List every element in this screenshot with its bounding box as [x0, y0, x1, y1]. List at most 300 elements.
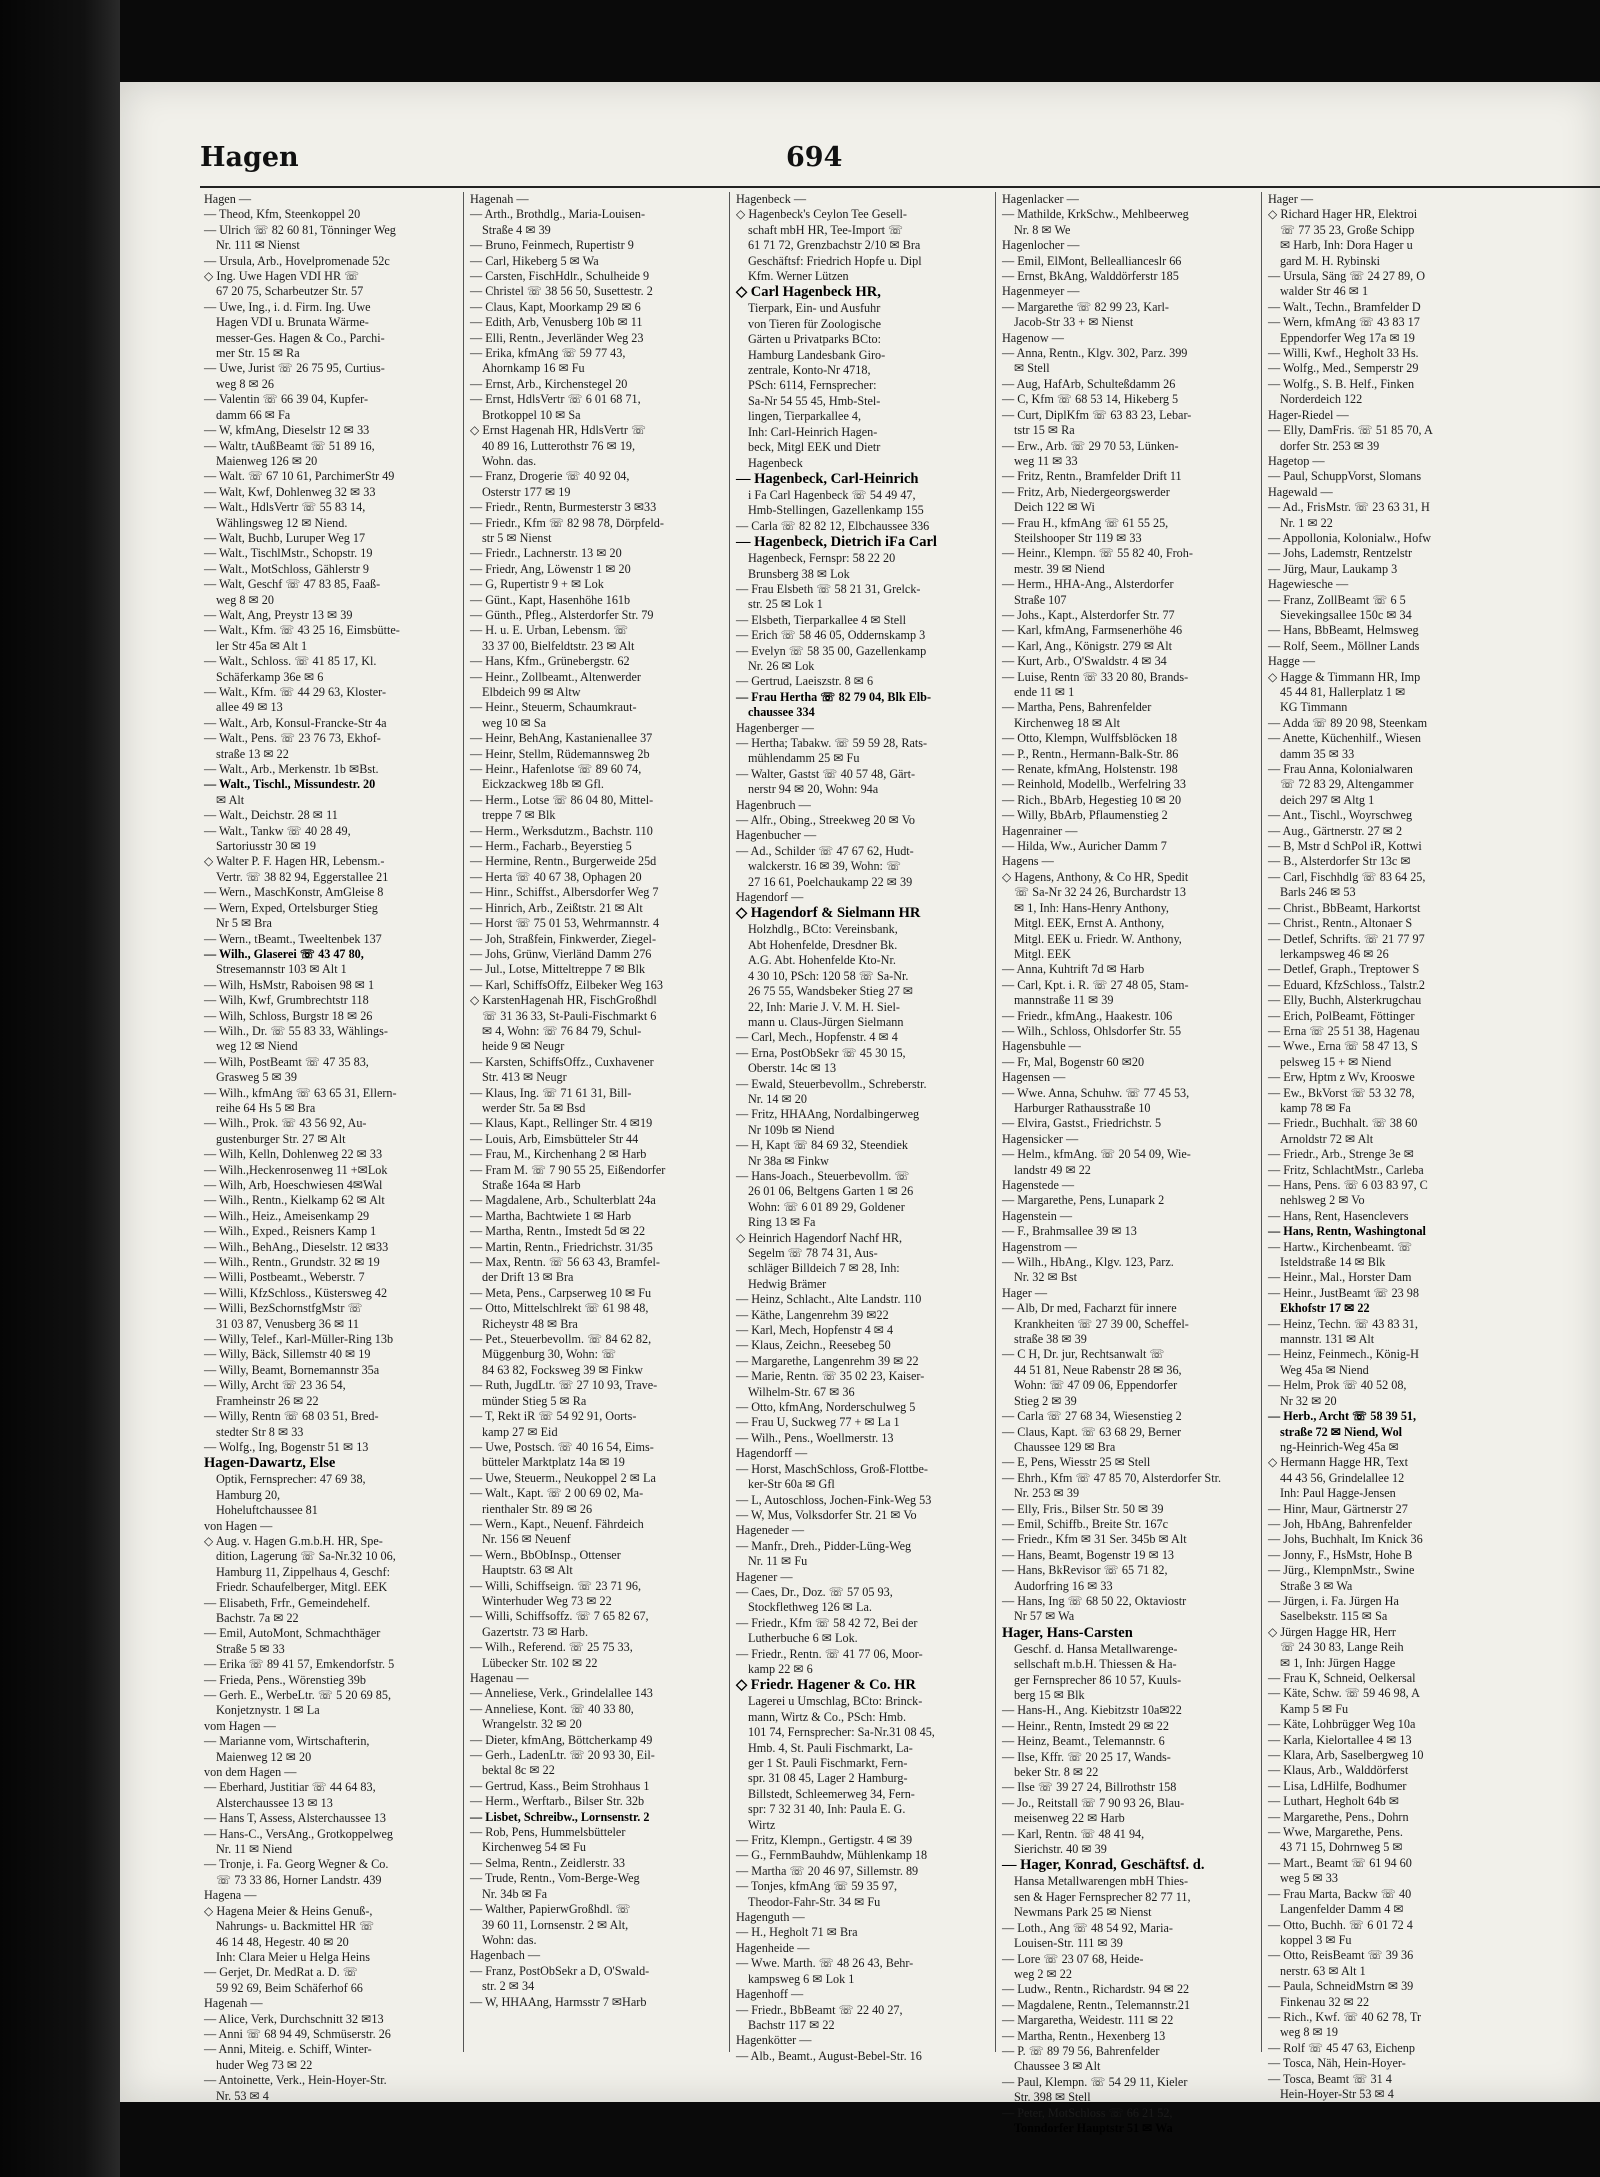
directory-entry: — Waltr, tAußBeamt ☏ 51 89 16, — [204, 438, 375, 453]
directory-entry: — Hinr., Schiffst., Albersdorfer Weg 7 — [470, 885, 659, 900]
directory-entry: — Willy, BbArb, Pflaumenstieg 2 — [1002, 808, 1168, 823]
directory-entry: Hoheluftchaussee 81 — [216, 1503, 318, 1518]
directory-entry: tstr 15 ✉ Ra — [1014, 423, 1075, 438]
directory-entry: Hagendorff — — [736, 1446, 808, 1461]
directory-entry: weg 5 ✉ 33 — [1280, 1871, 1338, 1886]
directory-entry: beker Str. 8 ✉ 22 — [1014, 1765, 1099, 1780]
directory-entry: Kirchenweg 54 ✉ Fu — [482, 1840, 586, 1855]
directory-entry: ◇ Walter P. F. Hagen HR, Lebensm.- — [204, 854, 385, 869]
directory-entry: kamp 27 ✉ Eid — [482, 1424, 558, 1439]
directory-entry: — Klara, Arb, Saselbergweg 10 — [1268, 1748, 1424, 1763]
directory-entry: Sierichstr. 40 ✉ 39 — [1014, 1842, 1107, 1857]
directory-entry: ◇ Hagens, Anthony, & Co HR, Spedit — [1002, 869, 1189, 884]
directory-entry: — Frieda, Pens., Wörenstieg 39b — [204, 1672, 366, 1687]
directory-entry: schaft mbH HR, Tee-Import ☏ — [748, 222, 904, 237]
directory-entry: Hagenkötter — — [736, 2033, 812, 2048]
directory-entry: landstr 49 ✉ 22 — [1014, 1162, 1091, 1177]
directory-entry: 31 03 87, Venusberg 36 ✉ 11 — [216, 1316, 360, 1331]
directory-entry: — Joh, HbAng, Bahrenfelder — [1268, 1516, 1412, 1531]
directory-entry: — Wilh., Rentn., Kielkamp 62 ✉ Alt — [204, 1193, 385, 1208]
directory-entry: mühlendamm 25 ✉ Fu — [748, 751, 860, 766]
directory-entry: — Valentin ☏ 66 39 04, Kupfer- — [204, 392, 369, 407]
directory-entry: Ekhofstr 17 ✉ 22 — [1280, 1301, 1370, 1316]
directory-entry: — Heinr., Hafenlotse ☏ 89 60 74, — [470, 762, 642, 777]
directory-entry: — Alb, Dr med, Facharzt für innere — [1002, 1301, 1177, 1316]
directory-entry: — Franz, PostObSekr a D, O'Swald- — [470, 1963, 650, 1978]
directory-entry: Tonndorfer Hauptstr 51 ✉ Wa — [1014, 2120, 1173, 2135]
directory-entry: Abt Hohenfelde, Dresdner Bk. — [748, 937, 898, 952]
directory-entry: — Franz, Drogerie ☏ 40 92 04, — [470, 469, 630, 484]
directory-entry: — Heinz, Schlacht., Alte Landstr. 110 — [736, 1292, 922, 1307]
directory-entry: — L, Autoschloss, Jochen-Fink-Weg 53 — [736, 1492, 932, 1507]
directory-entry: Hagenlacker — — [1002, 192, 1079, 206]
directory-entry: ✉ Harb, Inh: Dora Hager u — [1280, 238, 1413, 253]
directory-entry: A.G. Abt. Hohenfelde Kto-Nr. — [748, 953, 896, 968]
directory-entry: — Hans-C., VersAng., Grotkoppelweg — [204, 1826, 393, 1841]
directory-entry: — Ew., BkVorst ☏ 53 32 78, — [1268, 1085, 1415, 1100]
directory-entry: heide 9 ✉ Neugr — [482, 1039, 565, 1054]
directory-entry: — Heinz, Techn. ☏ 43 83 31, — [1268, 1316, 1418, 1331]
directory-entry: — Hans, Rentn, Washingtonal — [1268, 1224, 1426, 1239]
directory-entry: — Wilh., Referend. ☏ 25 75 33, — [470, 1640, 633, 1655]
directory-entry: — Carla ☏ 27 68 34, Wiesenstieg 2 — [1002, 1409, 1182, 1424]
directory-entry: Framheinstr 26 ✉ 22 — [216, 1393, 319, 1408]
directory-entry: spr. 31 08 45, Lager 2 Hamburg- — [748, 1771, 908, 1786]
directory-entry: — Elisabeth, Frfr., Gemeindehelf. — [204, 1595, 371, 1610]
directory-entry: — Karl, Mech, Hopfenstr 4 ✉ 4 — [736, 1323, 894, 1338]
directory-entry: Winterhuder Weg 73 ✉ 22 — [482, 1593, 612, 1608]
directory-entry: — Otto, Mittelschlrekt ☏ 61 98 48, — [470, 1301, 649, 1316]
directory-entry: — Pet., Steuerbevollm. ☏ 84 62 82, — [470, 1332, 652, 1347]
directory-entry: — Wern., MaschKonstr, AmGleise 8 — [204, 885, 384, 900]
directory-entry: — Wwe, Margarethe, Pens. — [1268, 1825, 1403, 1840]
directory-entry: — Ernst, Arb., Kirchenstegel 20 — [470, 376, 628, 391]
directory-entry: — Margarethe, Langenrehm 39 ✉ 22 — [736, 1353, 919, 1368]
directory-entry: — Lore ☏ 23 07 68, Heide- — [1002, 1951, 1144, 1966]
directory-entry: Arnoldstr 72 ✉ Alt — [1280, 1131, 1374, 1146]
directory-entry: schläger Billdeich 7 ✉ 28, Inh: — [748, 1261, 900, 1276]
directory-entry: — Margarethe ☏ 82 99 23, Karl- — [1002, 299, 1169, 314]
directory-entry: — H, Kapt ☏ 84 69 32, Steendiek — [736, 1138, 908, 1153]
directory-entry: — Eduard, KfzSchloss., Talstr.2 — [1268, 977, 1426, 992]
directory-entry: 84 63 82, Focksweg 39 ✉ Finkw — [482, 1362, 643, 1377]
directory-entry: Hager — — [1268, 192, 1314, 206]
directory-entry: — Heinr., Rentn, Imstedt 29 ✉ 22 — [1002, 1718, 1169, 1733]
directory-entry: — Wilh., Schloss, Ohlsdorfer Str. 55 — [1002, 1023, 1182, 1038]
directory-entry: Brotkoppel 10 ✉ Sa — [482, 407, 581, 422]
directory-entry: — Alfr., Obing., Streekweg 20 ✉ Vo — [736, 813, 916, 828]
directory-entry: weg 12 ✉ Niend — [216, 1039, 298, 1054]
directory-entry: — Heinr., JustBeamt ☏ 23 98 — [1268, 1285, 1419, 1300]
directory-entry: — Jürg, Maur, Laukamp 3 — [1268, 561, 1398, 576]
header-rule — [200, 186, 1600, 188]
directory-entry: — Wilh., BehAng., Dieselstr. 12 ✉33 — [204, 1239, 389, 1254]
directory-entry: — Käte, Schw. ☏ 59 46 98, A — [1268, 1686, 1420, 1701]
directory-entry: Hansa Metallwarengen mbH Thies- — [1014, 1874, 1189, 1889]
directory-entry: — Hinrich, Arb., Zeißtstr. 21 ✉ Alt — [470, 900, 643, 915]
directory-entry: — Walt., HdlsVertr ☏ 55 83 14, — [204, 500, 366, 515]
directory-entry: ◇ Hagenbeck's Ceylon Tee Gesell- — [736, 207, 907, 222]
directory-entry: i Fa Carl Hagenbeck ☏ 54 49 47, — [748, 487, 916, 502]
directory-entry: Oberstr. 14c ✉ 13 — [748, 1061, 837, 1076]
directory-entry: — Anneliese, Kont. ☏ 40 33 80, — [470, 1701, 634, 1716]
directory-entry: Hagenau — — [470, 1671, 529, 1685]
directory-entry: lerkampsweg 46 ✉ 26 — [1280, 946, 1389, 961]
directory-entry: straße 13 ✉ 22 — [216, 746, 289, 761]
directory-entry: Hagener — — [736, 1569, 793, 1584]
directory-entry: Isteldstraße 14 ✉ Blk — [1280, 1255, 1386, 1270]
directory-entry: — Theod, Kfm, Steenkoppel 20 — [204, 207, 361, 222]
directory-entry: — Wilh., Exped., Reisners Kamp 1 — [204, 1224, 377, 1239]
directory-entry: — Edith, Arb, Venusberg 10b ✉ 11 — [470, 315, 643, 330]
directory-entry: Bachstr 117 ✉ 22 — [748, 2017, 835, 2032]
directory-entry: mann, Wirtz & Co., PSch: Hmb. — [748, 1709, 907, 1724]
directory-entry: — Johs, Buchhalt, Im Knick 36 — [1268, 1532, 1423, 1547]
directory-entry: — Walt., Deichstr. 28 ✉ 11 — [204, 808, 338, 823]
directory-entry: — Johs., Kapt., Alsterdorfer Str. 77 — [1002, 607, 1175, 622]
directory-entry: Bachstr. 7a ✉ 22 — [216, 1610, 299, 1625]
directory-entry: — Ad., FrisMstr. ☏ 23 63 31, H — [1268, 500, 1430, 515]
directory-entry: Geschf. d. Hansa Metallwarenge- — [1014, 1641, 1178, 1656]
directory-entry: — Tonjes, kfmAng ☏ 59 35 97, — [736, 1879, 898, 1894]
directory-entry: — Emil, AutoMont, Schmachthäger — [204, 1626, 381, 1641]
directory-entry: Nr. 111 ✉ Nienst — [216, 238, 300, 253]
directory-entry: — Peter, MotSchloss ☏ 66 21 52, — [1002, 2105, 1173, 2120]
directory-entry: Hagen-Dawartz, Else — [204, 1455, 336, 1472]
directory-entry: — Walt., Kapt. ☏ 2 00 69 02, Ma- — [470, 1486, 644, 1501]
directory-entry: — T, Rekt iR ☏ 54 92 91, Oorts- — [470, 1409, 637, 1424]
directory-entry: — Hans, BkRevisor ☏ 65 71 82, — [1002, 1563, 1168, 1578]
directory-entry: ker-Str 60a ✉ Gfl — [748, 1477, 835, 1492]
directory-entry: Nr 57 ✉ Wa — [1014, 1609, 1075, 1624]
directory-entry: Hager — — [1002, 1285, 1048, 1300]
directory-entry: rienthaler Str. 89 ✉ 26 — [482, 1501, 593, 1516]
directory-entry: — Gerh., LadenLtr. ☏ 20 93 30, Eil- — [470, 1748, 655, 1763]
directory-entry: — Klaus, Kapt., Rellinger Str. 4 ✉19 — [470, 1116, 653, 1131]
directory-entry: Chaussee 129 ✉ Bra — [1014, 1439, 1116, 1454]
directory-entry: mann u. Claus-Jürgen Sielmann — [748, 1014, 904, 1029]
directory-entry: gustenburger Str. 27 ✉ Alt — [216, 1131, 346, 1146]
directory-entry: Hagenbeck — [748, 455, 803, 470]
directory-entry: — Friedr., Kfm ☏ 82 98 78, Dörpfeld- — [470, 515, 664, 530]
directory-entry: Hedwig Brämer — [748, 1276, 827, 1291]
directory-entry: — Emil, Schiffb., Breite Str. 167c — [1002, 1516, 1168, 1531]
directory-entry: Hagena — — [204, 1888, 257, 1903]
directory-entry: Mitgl. EEK — [1014, 946, 1071, 961]
directory-entry: — Hagenbeck, Dietrich iFa Carl — [736, 534, 937, 551]
directory-entry: — Heinr., Klempn. ☏ 55 82 40, Froh- — [1002, 546, 1193, 561]
directory-entry: — Walt., MotSchloss, Gählerstr 9 — [204, 561, 370, 576]
directory-entry: — Wilh., Glaserei ☏ 43 47 80, — [204, 946, 364, 961]
directory-entry: — Martha, Pens, Bahrenfelder — [1002, 700, 1152, 715]
directory-entry: Hagenow — — [1002, 330, 1064, 345]
directory-entry: Nr. 34b ✉ Fa — [482, 1886, 548, 1901]
directory-entry: — Anni ☏ 68 94 49, Schmüserstr. 26 — [204, 2026, 391, 2041]
directory-entry: — Willi, Postbeamt., Weberstr. 7 — [204, 1270, 365, 1285]
directory-entry: — Wolfg., Med., Semperstr 29 — [1268, 361, 1419, 376]
directory-entry: Schäferkamp 36e ✉ 6 — [216, 669, 324, 684]
directory-entry: — Dieter, kfmAng, Böttcherkamp 49 — [470, 1732, 653, 1747]
directory-entry: — Erika ☏ 89 41 57, Emkendorfstr. 5 — [204, 1657, 395, 1672]
directory-entry: 45 44 81, Hallerplatz 1 ✉ — [1280, 685, 1406, 699]
directory-entry: Saselbekstr. 115 ✉ Sa — [1280, 1609, 1388, 1624]
column-5 — [1262, 192, 1494, 2101]
directory-entry: — Christel ☏ 38 56 50, Susettestr. 2 — [470, 284, 653, 299]
directory-entry: Nr. 26 ✉ Lok — [748, 658, 815, 673]
directory-entry: — Friedr., Lachnerstr. 13 ✉ 20 — [470, 546, 622, 561]
directory-entry: — Uwe, Postsch. ☏ 40 16 54, Eims- — [470, 1439, 654, 1454]
directory-entry: mestr. 39 ✉ Niend — [1014, 561, 1105, 576]
directory-entry: — Wern., BbObInsp., Ottenser — [470, 1547, 621, 1562]
directory-entry: — Anna, Kuhtrift 7d ✉ Harb — [1002, 962, 1145, 977]
directory-entry: Kamp 5 ✉ Fu — [1280, 1701, 1349, 1716]
directory-entry: — P., Rentn., Hermann-Balk-Str. 86 — [1002, 746, 1179, 761]
directory-entry: ◇ Hermann Hagge HR, Text — [1268, 1455, 1408, 1470]
directory-entry: — Wilh., Prok. ☏ 43 56 92, Au- — [204, 1116, 367, 1131]
directory-entry: — Gertrud, Laeiszstr. 8 ✉ 6 — [736, 674, 874, 689]
directory-entry: — Otto, Klempn, Wulffsblöcken 18 — [1002, 731, 1178, 746]
directory-entry: Harburger Rathausstraße 10 — [1014, 1100, 1151, 1115]
directory-entry: — Horst, MaschSchloss, Groß-Flottbe- — [736, 1461, 928, 1476]
directory-entry: — Margarethe, Pens, Lunapark 2 — [1002, 1193, 1165, 1208]
directory-entry: — Frau U, Suckweg 77 + ✉ La 1 — [736, 1415, 900, 1430]
directory-entry: — Ilse ☏ 39 27 24, Billrothstr 158 — [1002, 1780, 1177, 1795]
directory-entry: meisenweg 22 ✉ Harb — [1014, 1811, 1125, 1826]
directory-entry: Inh: Carl-Heinrich Hagen- — [748, 424, 878, 439]
directory-entry: — Willy, Beamt, Bornemannstr 35a — [204, 1362, 380, 1377]
directory-entry: — Fritz, Rentn., Bramfelder Drift 11 — [1002, 469, 1182, 484]
directory-entry: — Walt., Tankw ☏ 40 28 49, — [204, 823, 351, 838]
directory-entry: 26 75 55, Wandsbeker Stieg 27 ✉ — [748, 984, 914, 999]
directory-entry: sellschaft m.b.H. Thiessen & Ha- — [1014, 1657, 1177, 1672]
directory-entry: Hager-Riedel — — [1268, 407, 1349, 422]
directory-entry: — Hilda, Ww., Auricher Damm 7 — [1002, 839, 1167, 854]
directory-entry: — Frau Anna, Kolonialwaren — [1268, 762, 1413, 777]
directory-entry: vom Hagen — — [204, 1718, 276, 1733]
directory-entry: — Wilh, Arb, Hoeschwiesen 4✉Wal — [204, 1178, 383, 1192]
directory-entry: — Wern., tBeamt., Tweeltenbek 137 — [204, 931, 382, 946]
directory-entry: — Willy, Telef., Karl-Müller-Ring 13b — [204, 1332, 394, 1347]
directory-entry: Mitgl. EEK, Ernst A. Anthony, — [1014, 916, 1165, 931]
directory-entry: Newmans Park 25 ✉ Nienst — [1014, 1905, 1152, 1920]
directory-entry: — Walt., Tischl., Missundestr. 20 — [204, 777, 376, 792]
directory-entry: Nr. 32 ✉ Bst — [1014, 1270, 1078, 1285]
directory-entry: allee 49 ✉ 13 — [216, 700, 283, 715]
directory-entry: von dem Hagen — — [204, 1765, 297, 1780]
directory-entry: — Günth., Pfleg., Alsterdorfer Str. 79 — [470, 607, 654, 622]
directory-page — [120, 82, 1600, 2135]
running-head-surname: Hagen — [200, 142, 299, 173]
directory-entry: Hagewald — — [1268, 484, 1333, 499]
directory-entry: — Manfr., Dreh., Pidder-Lüng-Weg — [736, 1538, 912, 1553]
directory-entry: — Jürgen, i. Fa. Jürgen Ha — [1268, 1593, 1399, 1608]
directory-entry: — Erw., Arb. ☏ 29 70 53, Lünken- — [1002, 438, 1179, 453]
directory-entry: Straße 4 ✉ 39 — [482, 222, 551, 237]
directory-entry: spr: 7 32 31 40, Inh: Paula E. G. — [748, 1802, 906, 1817]
directory-entry: Holzhdlg., BCto: Vereinsbank, — [748, 922, 898, 937]
directory-entry: Nr. 14 ✉ 20 — [748, 1091, 807, 1106]
directory-entry: ng-Heinrich-Weg 45a ✉ — [1280, 1439, 1399, 1454]
directory-entry: — Wern, kfmAng ☏ 43 83 17 — [1268, 315, 1420, 330]
directory-entry: — Paul, SchuppVorst, Slomans — [1268, 469, 1422, 484]
directory-entry: — Claus, Kapt, Moorkamp 29 ✉ 6 — [470, 299, 641, 314]
directory-entry: — Karl, SchiffsOffz, Eilbeker Weg 163 — [470, 977, 663, 992]
directory-entry: Geschäftsf: Friedrich Hopfe u. Dipl — [748, 253, 922, 268]
directory-entry: — Wolfg., S. B. Helf., Finken — [1268, 376, 1415, 391]
directory-entry: — Horst ☏ 75 01 53, Wehrmannstr. 4 — [470, 916, 660, 931]
directory-entry: — Friedr., kfmAng., Haakestr. 106 — [1002, 1008, 1173, 1023]
directory-entry: — Gertrud, Kass., Beim Strohhaus 1 — [470, 1778, 650, 1793]
directory-entry: 27 16 61, Poelchaukamp 22 ✉ 39 — [748, 874, 913, 889]
directory-entry: Hagenah — — [470, 192, 529, 206]
directory-entry: Hagen — — [204, 192, 252, 206]
directory-entry: — Willy, Archt ☏ 23 36 54, — [204, 1378, 346, 1393]
directory-entry: Hagens — — [1002, 854, 1054, 869]
directory-entry: — Wilh, PostBeamt ☏ 47 35 83, — [204, 1054, 369, 1069]
column-2 — [464, 192, 730, 2052]
directory-entry: Gärten u Privatparks BCto: — [748, 332, 882, 347]
directory-entry: Hagen VDI u. Brunata Wärme- — [216, 315, 369, 330]
directory-entry: dition, Lagerung ☏ Sa-Nr.32 10 06, — [216, 1549, 396, 1564]
directory-entry: — Jul., Lotse, Mitteltreppe 7 ✉ Blk — [470, 962, 646, 977]
directory-entry: — C, Kfm ☏ 68 53 14, Hikeberg 5 — [1002, 392, 1179, 407]
directory-entry: treppe 7 ✉ Blk — [482, 808, 556, 823]
directory-entry: Nr. 53 ✉ 4 — [216, 2088, 269, 2103]
directory-entry: Hamburg 20, — [216, 1487, 281, 1502]
directory-entry: ◇ Hagge & Timmann HR, Imp — [1268, 669, 1421, 684]
directory-entry: — Heinr., Zollbeamt., Altenwerder — [470, 669, 641, 684]
directory-entry: ☏ 77 35 23, Große Schipp — [1280, 222, 1415, 237]
directory-entry: Wählingsweg 12 ✉ Niend. — [216, 515, 348, 530]
directory-entry: — P. ☏ 89 79 56, Bahrenfelder — [1002, 2043, 1160, 2058]
directory-entry: mannstr. 131 ✉ Alt — [1280, 1332, 1375, 1347]
directory-entry: — Trude, Rentn., Vom-Berge-Weg — [470, 1871, 640, 1886]
directory-entry: — Martha, Rentn., Hexenberg 13 — [1002, 2028, 1166, 2043]
directory-entry: Hagenbruch — — [736, 797, 811, 812]
directory-entry: — Frau Hertha ☏ 82 79 04, Blk Elb- — [736, 689, 932, 704]
directory-entry: Hagenah — — [204, 1996, 263, 2011]
directory-entry: — Marie, Rentn. ☏ 35 02 23, Kaiser- — [736, 1369, 925, 1384]
directory-entry: Krankheiten ☏ 27 39 00, Scheffel- — [1014, 1316, 1189, 1331]
directory-entry: dorfer Str. 253 ✉ 39 — [1280, 438, 1380, 453]
directory-entry: gard M. H. Rybinski — [1280, 253, 1381, 268]
directory-entry: — Frau H., kfmAng ☏ 61 55 25, — [1002, 515, 1169, 530]
directory-entry: Str. 398 ✉ Stell — [1014, 2090, 1091, 2105]
directory-entry: sen & Hager Fernsprecher 82 77 11, — [1014, 1889, 1191, 1904]
directory-entry: — Walter, Gastst ☏ 40 57 48, Gärt- — [736, 766, 916, 781]
directory-entry: — Walt., Kfm. ☏ 44 29 63, Kloster- — [204, 685, 387, 699]
directory-entry: — Elvira, Gastst., Friedrichstr. 5 — [1002, 1116, 1162, 1131]
directory-entry: — Curt, DiplKfm ☏ 63 83 23, Lebar- — [1002, 407, 1192, 422]
directory-entry: Hagenrainer — — [1002, 823, 1078, 838]
directory-entry: Sartoriusstr 30 ✉ 19 — [216, 839, 316, 854]
directory-entry: Nr. 11 ✉ Fu — [748, 1554, 808, 1569]
directory-entry: Hagensbuhle — — [1002, 1039, 1081, 1054]
directory-entry: — Martha, Rentn., Imstedt 5d ✉ 22 — [470, 1224, 646, 1239]
directory-entry: — C H, Dr. jur, Rechtsanwalt ☏ — [1002, 1347, 1165, 1362]
directory-entry: — Wilh., Dr. ☏ 55 83 33, Wählings- — [204, 1023, 388, 1038]
film-border — [0, 0, 120, 2177]
directory-entry: — Friedr., Kfm ✉ 31 Ser. 345b ✉ Alt — [1002, 1532, 1187, 1547]
directory-entry: Deich 122 ✉ Wi — [1014, 500, 1095, 515]
directory-entry: — Heinz, Beamt., Telemannstr. 6 — [1002, 1734, 1165, 1749]
directory-entry: ◇ Friedr. Hagener & Co. HR — [736, 1677, 916, 1694]
directory-entry: chaussee 334 — [748, 705, 815, 720]
directory-entry: 59 92 69, Beim Schäferhof 66 — [216, 1980, 363, 1995]
directory-entry: Ring 13 ✉ Fa — [748, 1215, 816, 1230]
directory-entry: — Ehrh., Kfm ☏ 47 85 70, Alsterdorfer Str. — [1002, 1470, 1222, 1485]
directory-entry: weg 8 ✉ 19 — [1280, 2025, 1338, 2040]
directory-entry: — Friedr., Rentn, Burmesterstr 3 ✉33 — [470, 500, 657, 515]
directory-entry: — Fram M. ☏ 7 90 55 25, Eißendorfer — [470, 1162, 666, 1177]
directory-entry: ☏ Sa-Nr 32 24 26, Burchardstr 13 — [1014, 885, 1186, 900]
directory-entry: — Willi, Schiffsoffz. ☏ 7 65 82 67, — [470, 1609, 649, 1624]
directory-entry: — W, kfmAng, Dieselstr 12 ✉ 33 — [204, 423, 370, 438]
directory-entry: weg 2 ✉ 22 — [1014, 1966, 1072, 1981]
directory-entry: Stresemannstr 103 ✉ Alt 1 — [216, 962, 347, 977]
directory-entry: ◇ Aug. v. Hagen G.m.b.H. HR, Spe- — [204, 1533, 383, 1548]
directory-entry: — Marianne vom, Wirtschafterin, — [204, 1734, 370, 1749]
directory-entry: Straße 107 — [1014, 592, 1067, 607]
directory-entry: — Otto, ReisBeamt ☏ 39 36 — [1268, 1948, 1414, 1963]
directory-entry: — B, Mstr d SchPol iR, Kottwi — [1268, 839, 1422, 854]
directory-entry: — Willi, Kwf., Hegholt 33 Hs. — [1268, 346, 1419, 361]
directory-entry: Hagendorf — — [736, 890, 804, 905]
directory-entry: — Luthart, Hegholt 64b ✉ — [1268, 1794, 1400, 1809]
directory-entry: — Wilh., Rentn., Grundstr. 32 ✉ 19 — [204, 1255, 380, 1270]
directory-entry: — Aug, HafArb, Schulteßdamm 26 — [1002, 376, 1176, 391]
directory-entry: 61 71 72, Grenzbachstr 2/10 ✉ Bra — [748, 238, 921, 253]
directory-entry: ◇ Hagena Meier & Heins Genuß-, — [204, 1903, 373, 1918]
directory-entry: — Christ., BbBeamt, Harkortst — [1268, 900, 1421, 915]
directory-entry: — Selma, Rentn., Zeidlerstr. 33 — [470, 1855, 626, 1870]
directory-entry: — B., Alsterdorfer Str 13c ✉ — [1268, 854, 1411, 869]
directory-entry: Eickzackweg 18b ✉ Gfl. — [482, 777, 604, 792]
directory-entry: Sa-Nr 54 55 45, Hmb-Stel- — [748, 393, 881, 408]
directory-entry: walder Str 46 ✉ 1 — [1280, 284, 1369, 299]
directory-entry: — Friedr., BbBeamt ☏ 22 40 27, — [736, 2002, 903, 2017]
directory-entry: — Hertha; Tabakw. ☏ 59 59 28, Rats- — [736, 736, 928, 750]
directory-entry: — Günt., Kapt, Hasenhöhe 161b — [470, 592, 631, 607]
directory-entry: ☏ 31 36 33, St-Pauli-Fischmarkt 6 — [482, 1008, 657, 1023]
directory-entry: — Walt., Arb, Konsul-Francke-Str 4a — [204, 715, 387, 730]
directory-entry: — Magdalene, Rentn., Telemannstr.21 — [1002, 1997, 1191, 2012]
directory-entry: Straße 5 ✉ 33 — [216, 1641, 285, 1656]
directory-entry: ◇ Ing. Uwe Hagen VDI HR ☏ — [204, 269, 360, 284]
directory-entry: — Paula, SchneidMstrn ✉ 39 — [1268, 1979, 1414, 1994]
directory-entry: Nahrungs- u. Backmittel HR ☏ — [216, 1919, 375, 1934]
directory-entry: Kirchenweg 18 ✉ Alt — [1014, 715, 1120, 730]
directory-entry: Mitgl. EEK u. Friedr. W. Anthony, — [1014, 931, 1182, 946]
directory-entry: Jacob-Str 33 + ✉ Nienst — [1014, 315, 1134, 330]
directory-entry: Hagenbach — — [470, 1948, 541, 1963]
directory-entry: — Hermine, Rentn., Burgerweide 25d — [470, 854, 657, 869]
directory-entry: — Claus, Kapt. ☏ 63 68 29, Berner — [1002, 1424, 1182, 1439]
directory-entry: Hagensicker — — [1002, 1131, 1079, 1146]
directory-entry: Nr. 8 ✉ We — [1014, 222, 1071, 237]
directory-entry: — Erika, kfmAng ☏ 59 77 43, — [470, 346, 626, 361]
directory-entry: — Carla ☏ 82 82 12, Elbchaussee 336 — [736, 518, 930, 533]
directory-entry: — Wilh., HbAng., Klgv. 123, Parz. — [1002, 1255, 1174, 1270]
column-4 — [996, 192, 1262, 2135]
directory-entry: — Wilh, Kelln, Dohlenweg 22 ✉ 33 — [204, 1147, 383, 1162]
directory-entry: Wohn: ☏ 47 09 06, Eppendorfer — [1014, 1378, 1178, 1393]
directory-entry: — Hans, Beamt, Bogenstr 19 ✉ 13 — [1002, 1547, 1175, 1562]
directory-entry: — Ruth, JugdLtr. ☏ 27 10 93, Trave- — [470, 1378, 658, 1393]
directory-entry: Norderdeich 122 — [1280, 392, 1363, 407]
directory-entry: — Willi, BezSchornstfgMstr ☏ — [204, 1301, 363, 1316]
directory-entry: — Wern, Exped, Ortelsburger Stieg — [204, 900, 378, 915]
